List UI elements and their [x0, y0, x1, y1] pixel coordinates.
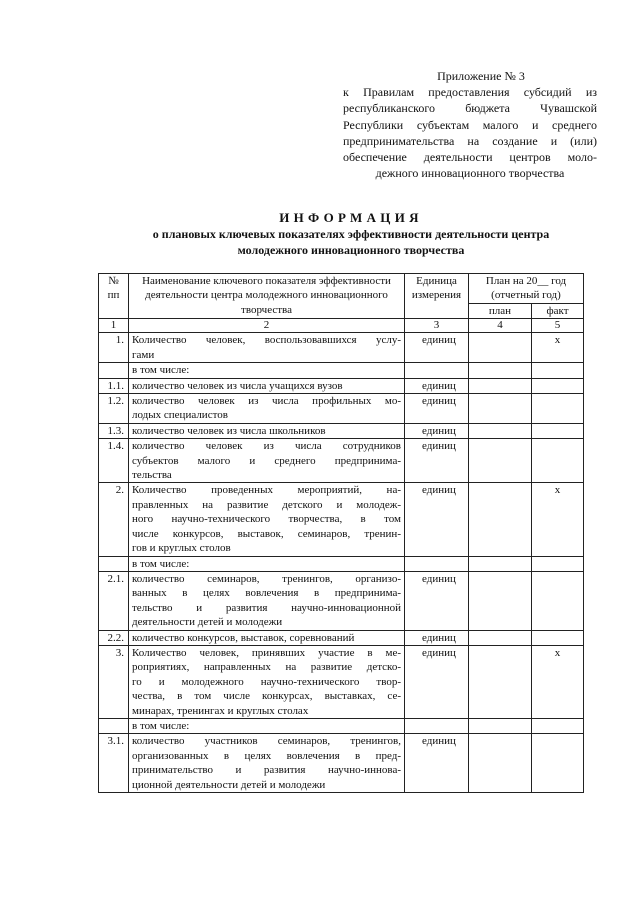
fact-cell: х: [532, 333, 584, 363]
indicator-name-line: Количество проведенных мероприятий, на-: [132, 484, 401, 497]
plan-cell: [469, 734, 532, 793]
column-numbers-row: [99, 319, 584, 333]
table-row: [99, 645, 584, 718]
header-name: Наименование ключевого показателя эффективности деятельности центра молодежного инновационного творчества: [129, 274, 405, 319]
table-row: [99, 556, 584, 571]
row-number: 1.: [99, 333, 129, 363]
column-number: 2: [129, 319, 405, 333]
indicator-name: [129, 556, 405, 571]
unit-cell: единиц: [405, 439, 469, 483]
unit-cell: единиц: [405, 645, 469, 718]
indicator-name: [129, 630, 405, 645]
table-row: [99, 439, 584, 483]
fact-cell: [532, 630, 584, 645]
unit-cell: [405, 556, 469, 571]
column-number: 1: [99, 319, 129, 333]
indicator-name: [129, 571, 405, 630]
indicator-name-line: числе конкурсов, выставок, семинаров, тренин-: [132, 527, 401, 540]
unit-cell: единиц: [405, 333, 469, 363]
indicator-name-line: роприятиях, направленных на развитие детско-: [132, 661, 401, 674]
row-number: 1.1.: [99, 378, 129, 393]
table-row: [99, 363, 584, 378]
row-number: 1.4.: [99, 439, 129, 483]
document-title: ИНФОРМАЦИЯ: [279, 210, 423, 225]
indicator-name-line: количество человек из числа сотрудников: [132, 440, 401, 453]
unit-cell: единиц: [405, 483, 469, 556]
fact-cell: [532, 734, 584, 793]
fact-cell: х: [532, 483, 584, 556]
unit-cell: единиц: [405, 423, 469, 438]
indicator-name-line: ванных в целях вовлечения в предпринима-: [132, 587, 401, 600]
appendix-line: дежного инновационного творчества: [375, 166, 565, 181]
appendix-number: Приложение № 3: [437, 69, 525, 83]
indicator-name-line: Количество человек, принявших участие в ме-: [132, 646, 401, 659]
unit-cell: единиц: [405, 571, 469, 630]
header-num: № пп: [99, 274, 129, 319]
indicator-name-line: принимательство и развития научно-иннова-: [132, 764, 401, 777]
table-row: [99, 630, 584, 645]
indicator-name-line: тельство и развития научно-инновационной: [132, 601, 401, 614]
indicator-name-line: лодых специалистов: [132, 409, 228, 422]
row-number: 3.1.: [99, 734, 129, 793]
indicator-name: [129, 394, 405, 424]
table-row: [99, 718, 584, 733]
indicator-name-line: количество участников семинаров, тренингов,: [132, 735, 401, 748]
plan-cell: [469, 333, 532, 363]
appendix-line: предпринимательства на создание и (или): [343, 133, 597, 148]
fact-cell: [532, 571, 584, 630]
column-number: 4: [469, 319, 532, 333]
fact-cell: [532, 439, 584, 483]
unit-cell: единиц: [405, 378, 469, 393]
indicator-name-line: минарах, тренингах и круглых столах: [132, 704, 309, 717]
appendix-line: Республики субъектам малого и среднего: [343, 117, 597, 132]
header-unit: Единица измерения: [405, 274, 469, 319]
indicator-name: [129, 378, 405, 393]
plan-cell: [469, 718, 532, 733]
indicator-name-line: правленных на развитие детского и молодеж-: [132, 498, 401, 511]
fact-cell: х: [532, 645, 584, 718]
table-row: [99, 734, 584, 793]
unit-cell: [405, 718, 469, 733]
indicator-name-line: в том числе:: [132, 557, 190, 570]
plan-cell: [469, 571, 532, 630]
indicator-name-line: количество семинаров, тренингов, организо-: [132, 572, 401, 585]
indicator-name: [129, 333, 405, 363]
indicator-name-line: количество человек из числа школьников: [132, 424, 326, 437]
fact-cell: [532, 423, 584, 438]
row-number: 2.2.: [99, 630, 129, 645]
indicator-name-line: гов и круглых столов: [132, 542, 231, 555]
fact-cell: [532, 378, 584, 393]
unit-cell: единиц: [405, 630, 469, 645]
row-number: 1.3.: [99, 423, 129, 438]
indicator-name-line: гами: [132, 348, 155, 361]
indicator-name: [129, 483, 405, 556]
row-number: 3.: [99, 645, 129, 718]
indicator-name: [129, 439, 405, 483]
appendix-line: обеспечение деятельности центров моло-: [343, 150, 597, 165]
indicator-name-line: тельства: [132, 469, 172, 482]
header-fact: факт: [532, 304, 584, 319]
document-heading: [96, 209, 606, 258]
header-plan: план: [469, 304, 532, 319]
indicator-name: [129, 645, 405, 718]
table-row: [99, 423, 584, 438]
plan-cell: [469, 439, 532, 483]
plan-cell: [469, 378, 532, 393]
indicators-table: [98, 273, 584, 793]
plan-cell: [469, 363, 532, 378]
row-number: [99, 363, 129, 378]
column-number: 3: [405, 319, 469, 333]
row-number: 1.2.: [99, 394, 129, 424]
appendix-line: к Правилам предоставления субсидий из: [343, 85, 597, 100]
indicator-name-line: в том числе:: [132, 364, 190, 377]
indicator-name-line: организованных в целях вовлечения в пред-: [132, 749, 401, 762]
indicator-name: [129, 363, 405, 378]
plan-cell: [469, 645, 532, 718]
indicator-name-line: количество конкурсов, выставок, соревнований: [132, 631, 355, 644]
plan-cell: [469, 394, 532, 424]
indicator-name-line: Количество человек, воспользовавшихся услу-: [132, 334, 401, 347]
indicator-name: [129, 718, 405, 733]
row-number: 2.1.: [99, 571, 129, 630]
indicator-name-line: количество человек из числа профильных мо-: [132, 395, 401, 408]
indicator-name-line: количество человек из числа учащихся вузов: [132, 379, 343, 392]
indicator-name: [129, 734, 405, 793]
document-subtitle-line: о плановых ключевых показателях эффективности деятельности центра: [152, 227, 550, 241]
appendix-line: республиканского бюджета Чувашской: [343, 101, 597, 116]
indicator-name-line: го и молодежного научно-технического твор-: [132, 675, 401, 688]
plan-cell: [469, 423, 532, 438]
indicator-name-line: в том числе:: [132, 719, 190, 732]
table-row: [99, 333, 584, 363]
plan-cell: [469, 556, 532, 571]
fact-cell: [532, 718, 584, 733]
indicator-name-line: ного научно-технического творчества, в том: [132, 513, 401, 526]
indicator-name: [129, 423, 405, 438]
fact-cell: [532, 556, 584, 571]
row-number: [99, 556, 129, 571]
table-row: [99, 394, 584, 424]
unit-cell: единиц: [405, 394, 469, 424]
appendix-block: [343, 68, 597, 181]
table-header-row: [99, 274, 584, 304]
unit-cell: [405, 363, 469, 378]
document-subtitle-line: молодежного инновационного творчества: [237, 243, 465, 257]
column-number: 5: [532, 319, 584, 333]
table-row: [99, 378, 584, 393]
indicator-name-line: деятельности детей и молодежи: [132, 616, 283, 629]
table-row: [99, 571, 584, 630]
indicator-name-line: субъектов малого и среднего предпринима-: [132, 454, 401, 467]
plan-cell: [469, 483, 532, 556]
fact-cell: [532, 363, 584, 378]
table-row: [99, 483, 584, 556]
plan-cell: [469, 630, 532, 645]
fact-cell: [532, 394, 584, 424]
header-plan-year: План на 20__ год (отчетный год): [469, 274, 584, 304]
indicator-name-line: ционной деятельности детей и молодежи: [132, 778, 326, 791]
row-number: 2.: [99, 483, 129, 556]
row-number: [99, 718, 129, 733]
unit-cell: единиц: [405, 734, 469, 793]
indicator-name-line: чества, в том числе конкурсах, выставках, се-: [132, 690, 401, 703]
